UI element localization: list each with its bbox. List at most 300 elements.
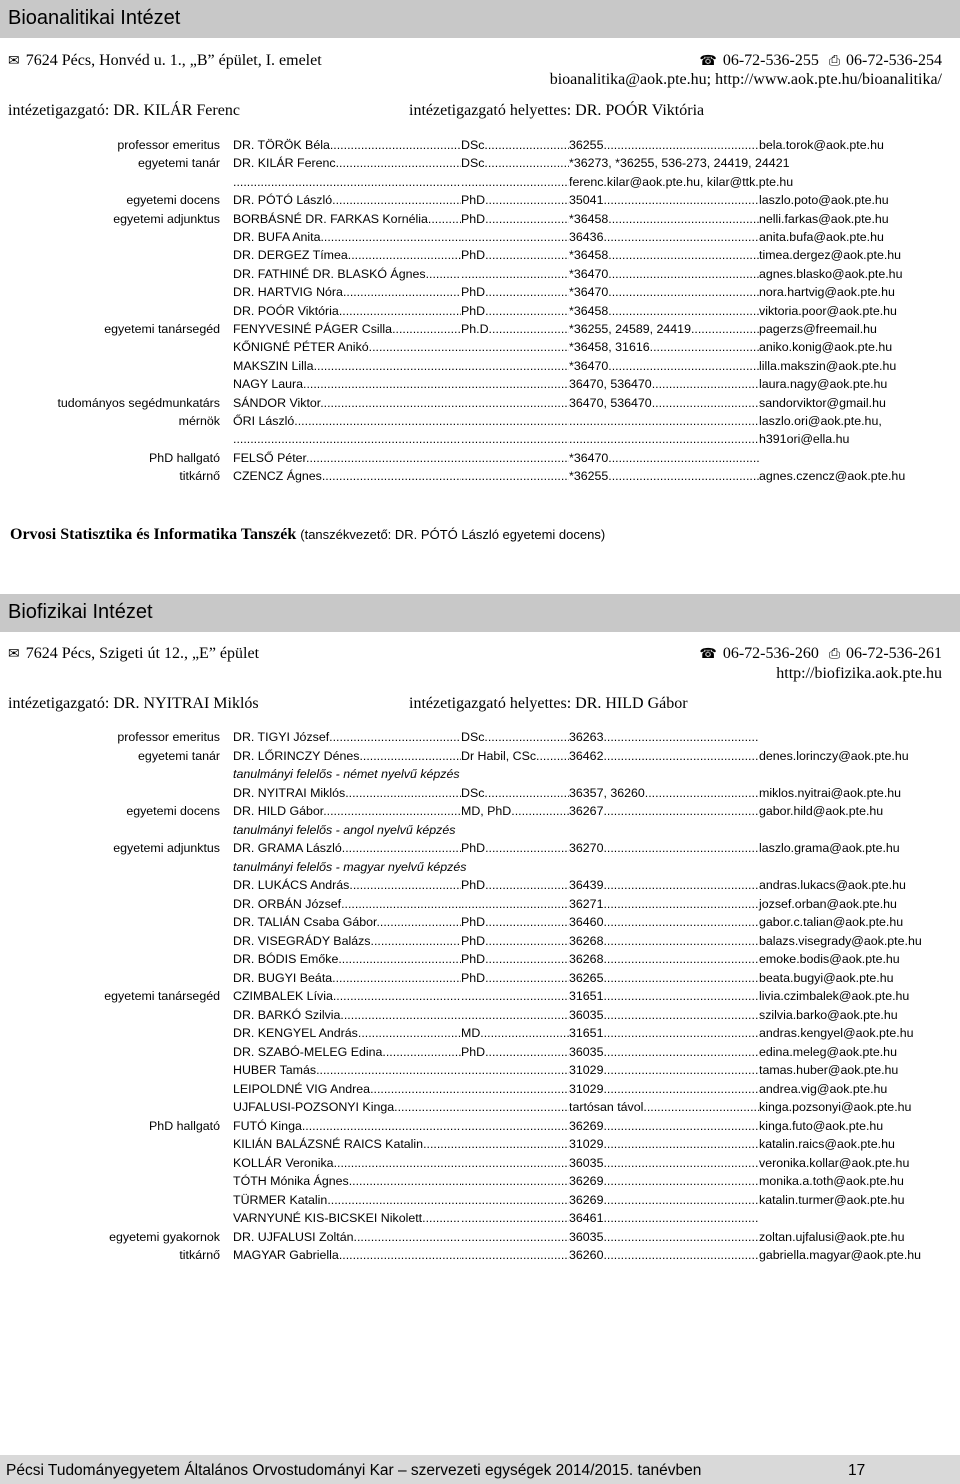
degree	[461, 396, 569, 410]
phone-extension	[569, 304, 759, 318]
email-link[interactable]: monika.a.toth@aok.pte.hu	[759, 1174, 904, 1188]
name-text: DR. LUKÁCS András	[233, 878, 350, 892]
degree	[461, 193, 569, 207]
phone-extension	[569, 1156, 759, 1170]
email-link[interactable]: miklos.nyitrai@aok.pte.hu	[759, 785, 902, 800]
degree-text: DSc	[461, 138, 485, 152]
phone-text: 31029	[569, 1063, 604, 1077]
phone-extension	[569, 1063, 759, 1077]
name-text: LEIPOLDNÉ VIG Andrea	[233, 1081, 371, 1096]
email-link[interactable]: nora.hartvig@aok.pte.hu	[759, 285, 895, 300]
phone-text: 36270	[569, 841, 604, 855]
phone-extension	[569, 1008, 759, 1022]
degree	[461, 230, 569, 244]
staff-name	[233, 267, 461, 281]
phone-extension	[569, 138, 759, 152]
phone-text: tartósan távol	[569, 1100, 644, 1114]
phone-extension	[569, 1193, 759, 1207]
phone-extension	[569, 248, 759, 262]
page-number: 17	[848, 1462, 866, 1479]
name-text: KILIÁN BALÁZSNÉ RAICS Katalin	[233, 1137, 424, 1151]
page-footer	[0, 1455, 960, 1484]
email-link[interactable]: pagerzs@freemail.hu	[759, 322, 877, 336]
phone-extension	[569, 285, 759, 299]
phone-extension	[569, 1248, 759, 1262]
phone-extension	[569, 230, 759, 244]
degree	[461, 1082, 569, 1096]
phone-text: 36470, 536470	[569, 377, 652, 392]
staff-name	[233, 730, 461, 744]
name-text: BORBÁSNÉ DR. FARKAS Kornélia	[233, 211, 428, 226]
phone-text: 36269	[569, 1118, 604, 1133]
staff-name	[233, 897, 461, 911]
degree-text: PhD	[461, 193, 486, 208]
name-text: DR. VISEGRÁDY Balázs	[233, 933, 371, 948]
staff-name	[233, 414, 461, 428]
name-text: DR. GRAMA László	[233, 841, 342, 855]
department-title: Orvosi Statisztika és Informatika Tanszék	[10, 526, 297, 543]
name-text: VARNYUNÉ KIS-BICSKEI Nikolett	[233, 1211, 423, 1225]
staff-name	[233, 377, 461, 391]
name-text: FENYVESINÉ PÁGER Csilla	[233, 322, 393, 336]
phone-extension	[569, 414, 759, 428]
degree-text: DSc	[461, 785, 485, 800]
degree	[461, 156, 569, 170]
phone-text: 36460	[569, 915, 604, 929]
contact-line	[699, 645, 942, 663]
degree	[461, 1008, 569, 1022]
staff-name	[233, 396, 461, 410]
study-coordinator-note: tanulmányi felelős - német nyelvű képzés	[233, 767, 460, 781]
phone-text: 36035	[569, 1229, 604, 1244]
staff-name	[233, 1119, 461, 1133]
degree	[461, 1119, 569, 1133]
degree	[461, 1248, 569, 1262]
role-label: egyetemi adjunktus	[113, 841, 220, 855]
section-title: Bioanalitikai Intézet	[8, 7, 181, 29]
degree	[461, 952, 569, 966]
email-link[interactable]: balazs.visegrady@aok.pte.hu	[759, 933, 922, 948]
phone-extension	[569, 934, 759, 948]
degree	[461, 1137, 569, 1151]
phone-extension	[569, 359, 759, 373]
phone-extension	[569, 193, 759, 207]
email-link[interactable]: katalin.turmer@aok.pte.hu	[759, 1192, 905, 1207]
staff-name	[233, 1026, 461, 1040]
phone-extension	[569, 952, 759, 966]
role-label: egyetemi tanársegéd	[104, 322, 220, 336]
phone-text: 36436	[569, 230, 604, 244]
staff-name	[233, 971, 461, 985]
phone-text: *36273, *36255, 536-273, 24419, 24421	[569, 156, 790, 171]
email-link[interactable]: tamas.huber@aok.pte.hu	[759, 1063, 899, 1077]
phone-text: 36035	[569, 1044, 604, 1059]
name-text: DR. NYITRAI Miklós	[233, 785, 346, 800]
phone-text: *36458	[569, 248, 609, 263]
email-link[interactable]: denes.lorinczy@aok.pte.hu	[759, 748, 909, 763]
phone-extension	[569, 897, 759, 911]
degree-text: PhD	[461, 285, 486, 300]
role-label: titkárnő	[179, 469, 220, 484]
phone-extension	[569, 841, 759, 855]
email-link[interactable]: lilla.makszin@aok.pte.hu	[759, 358, 897, 373]
phone-extension	[569, 1082, 759, 1096]
phone-extension	[569, 451, 759, 465]
staff-name	[233, 952, 461, 966]
director-line: intézetigazgató: DR. NYITRAI Miklós	[8, 695, 259, 712]
phone-icon: ☎	[699, 646, 717, 662]
name-text: DR. HILD Gábor	[233, 804, 324, 818]
phone-number: 06-72-536-255	[722, 52, 819, 69]
phone-text: *36470	[569, 266, 609, 281]
name-text: MAGYAR Gabriella	[233, 1248, 339, 1262]
phone-text: ferenc.kilar@aok.pte.hu, kilar@ttk.pte.hu	[569, 174, 794, 189]
email-link[interactable]: edina.meleg@aok.pte.hu	[759, 1044, 897, 1059]
role-label: egyetemi tanársegéd	[104, 989, 220, 1003]
web-line[interactable]: bioanalitika@aok.pte.hu; http://www.aok.pte.hu/bioanalitika/	[549, 71, 942, 88]
email-link[interactable]: emoke.bodis@aok.pte.hu	[759, 952, 900, 966]
role-label: professor emeritus	[117, 730, 220, 744]
degree-text: PhD	[461, 248, 486, 263]
degree-text: DSc	[461, 730, 485, 744]
phone-text: 36260	[569, 1248, 604, 1262]
degree	[461, 212, 569, 226]
name-text: DR. ORBÁN József	[233, 896, 342, 911]
director-line: intézetigazgató: DR. KILÁR Ferenc	[8, 102, 240, 119]
phone-extension	[569, 804, 759, 818]
staff-name	[233, 934, 461, 948]
phone-extension	[569, 469, 759, 483]
envelope-icon: ✉	[8, 53, 20, 69]
degree	[461, 1156, 569, 1170]
name-text: DR. LŐRINCZY Dénes	[233, 748, 360, 763]
phone-extension	[569, 212, 759, 226]
degree-text: PhD	[461, 915, 486, 929]
phone-extension	[569, 989, 759, 1003]
department-head: (tanszékvezető: DR. PÓTÓ László egyetemi docens)	[300, 527, 606, 542]
degree	[461, 377, 569, 391]
degree	[461, 1063, 569, 1077]
phone-text: 35041	[569, 193, 604, 208]
staff-name	[233, 212, 461, 226]
email-link[interactable]: beata.bugyi@aok.pte.hu	[759, 970, 894, 985]
degree	[461, 786, 569, 800]
phone-text: 36269	[569, 1174, 604, 1188]
name-text: DR. PÓTÓ László	[233, 193, 333, 208]
email-link[interactable]: andrea.vig@aok.pte.hu	[759, 1081, 888, 1096]
staff-name	[233, 322, 461, 336]
staff-name	[233, 432, 461, 446]
department-line	[10, 526, 605, 544]
name-text: DR. KILÁR Ferenc	[233, 156, 336, 171]
name-text: DR. FATHINÉ DR. BLASKÓ Ágnes	[233, 266, 426, 281]
fax-number: 06-72-536-254	[846, 52, 942, 69]
staff-name	[233, 156, 461, 170]
phone-text: 31651	[569, 1026, 604, 1040]
phone-extension	[569, 156, 949, 170]
role-label: egyetemi docens	[126, 804, 220, 818]
name-text: TÜRMER Katalin	[233, 1192, 328, 1207]
email-link[interactable]: gabor.c.talian@aok.pte.hu	[759, 915, 904, 929]
email-link[interactable]: viktoria.poor@aok.pte.hu	[759, 303, 897, 318]
phone-extension	[569, 377, 759, 391]
staff-name	[233, 469, 461, 483]
phone-extension	[569, 267, 759, 281]
degree	[461, 248, 569, 262]
staff-name	[233, 786, 461, 800]
name-text: DR. POÓR Viktória	[233, 303, 339, 318]
degree-text: MD	[461, 1026, 481, 1040]
phone-extension	[569, 915, 759, 929]
phone-text: 36461	[569, 1211, 604, 1225]
degree	[461, 841, 569, 855]
staff-name	[233, 915, 461, 929]
degree	[461, 469, 569, 483]
phone-text: 36462	[569, 748, 604, 763]
email-link[interactable]: kinga.pozsonyi@aok.pte.hu	[759, 1100, 912, 1114]
staff-name	[233, 1248, 461, 1262]
email-link[interactable]: agnes.czencz@aok.pte.hu	[759, 469, 906, 484]
phone-text: 31651	[569, 989, 604, 1003]
fax-number: 06-72-536-261	[846, 645, 942, 662]
staff-name	[233, 1174, 461, 1188]
phone-text: *36470	[569, 285, 609, 300]
email-link[interactable]: gabor.hild@aok.pte.hu	[759, 804, 884, 818]
name-text: FUTÓ Kinga	[233, 1118, 302, 1133]
email-link[interactable]: katalin.raics@aok.pte.hu	[759, 1137, 895, 1151]
contact-line	[699, 52, 942, 70]
staff-name	[233, 340, 461, 354]
degree	[461, 451, 569, 465]
role-label: egyetemi gyakornok	[109, 1229, 220, 1244]
name-text: CZENCZ Ágnes	[233, 469, 322, 484]
email-link[interactable]: agnes.blasko@aok.pte.hu	[759, 266, 903, 281]
degree-text: PhD	[461, 211, 486, 226]
phone-extension	[569, 749, 759, 763]
degree-text: PhD	[461, 303, 486, 318]
phone-extension	[569, 1230, 759, 1244]
section-header-bioanalitika	[0, 0, 960, 38]
phone-extension	[569, 432, 759, 446]
email-link[interactable]: timea.dergez@aok.pte.hu	[759, 248, 902, 263]
phone-text: 36265	[569, 970, 604, 985]
email-link[interactable]: laszlo.poto@aok.pte.hu	[759, 193, 889, 208]
degree-text: PhD	[461, 933, 486, 948]
fax-icon: ⎙	[828, 646, 841, 662]
staff-name	[233, 1156, 461, 1170]
degree-text: Ph.D.	[461, 322, 492, 336]
email-link[interactable]: laszlo.ori@aok.pte.hu,	[759, 414, 882, 428]
email-link[interactable]: livia.czimbalek@aok.pte.hu	[759, 989, 910, 1003]
phone-extension	[569, 1045, 759, 1059]
deputy-line: intézetigazgató helyettes: DR. POÓR Viktória	[409, 102, 705, 119]
deputy-line: intézetigazgató helyettes: DR. HILD Gábor	[409, 695, 688, 712]
role-label: egyetemi tanár	[138, 748, 220, 763]
degree-text: PhD	[461, 970, 486, 985]
email-link[interactable]: gabriella.magyar@aok.pte.hu	[759, 1248, 922, 1262]
name-text: DR. BUGYI Beáta	[233, 970, 333, 985]
name-text: DR. TÖRÖK Béla	[233, 138, 330, 152]
name-text: KOLLÁR Veronika	[233, 1155, 334, 1170]
study-coordinator-note: tanulmányi felelős - angol nyelvű képzés	[233, 822, 456, 837]
degree	[461, 971, 569, 985]
degree-text: PhD	[461, 952, 486, 966]
role-label: egyetemi adjunktus	[113, 211, 220, 226]
name-text: DR. BUFA Anita	[233, 230, 321, 244]
name-text: NAGY Laura	[233, 377, 304, 392]
phone-extension	[569, 1100, 759, 1114]
degree	[461, 897, 569, 911]
email-link[interactable]: zoltan.ujfalusi@aok.pte.hu	[759, 1229, 905, 1244]
phone-text: 36268	[569, 952, 604, 966]
phone-number: 06-72-536-260	[722, 645, 819, 662]
staff-name	[233, 1082, 461, 1096]
email-link[interactable]: bela.torok@aok.pte.hu	[759, 138, 884, 152]
name-text: DR. TIGYI József	[233, 730, 330, 744]
staff-name	[233, 1211, 461, 1225]
degree-text: PhD	[461, 841, 486, 855]
address-line	[8, 645, 259, 663]
phone-text: *36255	[569, 469, 609, 484]
phone-text: 36269	[569, 1192, 604, 1207]
phone-extension	[569, 1137, 759, 1151]
degree	[461, 934, 569, 948]
degree	[461, 1026, 569, 1040]
phone-text: 36035	[569, 1155, 604, 1170]
phone-extension	[569, 175, 949, 189]
study-coordinator-note: tanulmányi felelős - magyar nyelvű képzés	[233, 859, 467, 874]
phone-extension	[569, 1211, 759, 1225]
staff-name	[233, 1008, 461, 1022]
staff-name	[233, 841, 461, 855]
phone-text: *36458	[569, 303, 609, 318]
name-text: DR. DERGEZ Tímea	[233, 248, 348, 263]
name-text: KŐNIGNÉ PÉTER Anikó	[233, 340, 369, 355]
degree	[461, 414, 569, 428]
phone-extension	[569, 1026, 759, 1040]
phone-text: 36470, 536470	[569, 395, 652, 410]
role-label: mérnök	[178, 414, 220, 428]
degree-text: Dr Habil, CSc	[461, 748, 537, 763]
degree-text: PhD	[461, 878, 486, 892]
email-link[interactable]: kinga.futo@aok.pte.hu	[759, 1118, 884, 1133]
staff-name	[233, 359, 461, 373]
degree	[461, 322, 569, 336]
phone-extension	[569, 340, 759, 354]
email-link[interactable]: veronika.kollar@aok.pte.hu	[759, 1155, 910, 1170]
footer-text: Pécsi Tudományegyetem Általános Orvostudományi Kar – szervezeti egységek 2014/2015. tanévben	[6, 1462, 702, 1479]
degree	[461, 1211, 569, 1225]
email-link[interactable]: anita.bufa@aok.pte.hu	[759, 230, 884, 244]
phone-extension	[569, 396, 759, 410]
degree	[461, 749, 569, 763]
degree	[461, 1230, 569, 1244]
address-text: 7624 Pécs, Szigeti út 12., „E” épület	[25, 645, 260, 662]
envelope-icon: ✉	[8, 646, 20, 662]
name-text: SÁNDOR Viktor	[233, 395, 321, 410]
phone-text: *36458	[569, 211, 609, 226]
name-text: HUBER Tamás	[233, 1063, 317, 1077]
staff-name	[233, 285, 461, 299]
staff-name	[233, 451, 461, 465]
staff-name	[233, 138, 461, 152]
name-text: DR. BARKÓ Szilvia	[233, 1007, 341, 1022]
degree	[461, 285, 569, 299]
phone-extension	[569, 1174, 759, 1188]
name-text: DR. KENGYEL András	[233, 1026, 358, 1040]
email-link[interactable]: andras.lukacs@aok.pte.hu	[759, 878, 906, 892]
name-text: DR. SZABÓ-MELEG Edina	[233, 1044, 383, 1059]
role-label: egyetemi tanár	[138, 156, 220, 171]
name-text: DR. HARTVIG Nóra	[233, 285, 343, 300]
role-label: egyetemi docens	[126, 193, 220, 208]
staff-name	[233, 1137, 461, 1151]
email-link[interactable]: andras.kengyel@aok.pte.hu	[759, 1026, 914, 1040]
degree	[461, 1100, 569, 1114]
staff-name	[233, 175, 461, 189]
name-text: DR. BÓDIS Emőke	[233, 952, 339, 966]
phone-extension	[569, 971, 759, 985]
staff-name	[233, 804, 461, 818]
phone-text: 36263	[569, 730, 604, 744]
web-line[interactable]: http://biofizika.aok.pte.hu	[776, 665, 942, 682]
phone-text: 31029	[569, 1137, 604, 1151]
role-label: PhD hallgató	[149, 1118, 220, 1133]
phone-text: *36470	[569, 358, 609, 373]
email-link[interactable]: aniko.konig@aok.pte.hu	[759, 340, 893, 355]
phone-icon: ☎	[699, 53, 717, 69]
role-label: tudományos segédmunkatárs	[57, 395, 220, 410]
staff-name	[233, 304, 461, 318]
phone-text: 31029	[569, 1081, 604, 1096]
phone-text: 36439	[569, 878, 604, 892]
section-title: Biofizikai Intézet	[8, 601, 153, 623]
degree	[461, 1045, 569, 1059]
staff-name	[233, 248, 461, 262]
phone-extension	[569, 878, 759, 892]
phone-text: 36035	[569, 1007, 604, 1022]
degree-text: MD, PhD	[461, 804, 512, 818]
phone-text: *36470	[569, 450, 609, 465]
staff-name	[233, 193, 461, 207]
staff-name	[233, 989, 461, 1003]
phone-extension	[569, 730, 759, 744]
name-text: CZIMBALEK Lívia	[233, 989, 333, 1003]
degree	[461, 432, 569, 446]
email-link[interactable]: laura.nagy@aok.pte.hu	[759, 377, 888, 392]
email-link[interactable]: laszlo.grama@aok.pte.hu	[759, 841, 900, 855]
email-link[interactable]: h391ori@ella.hu	[759, 432, 850, 447]
degree	[461, 359, 569, 373]
degree	[461, 1193, 569, 1207]
phone-text: 36255	[569, 138, 604, 152]
degree	[461, 878, 569, 892]
email-link[interactable]: sandorviktor@gmail.hu	[759, 395, 886, 410]
degree	[461, 340, 569, 354]
phone-text: 36271	[569, 896, 604, 911]
phone-text: 36357, 36260	[569, 785, 645, 800]
email-link[interactable]: nelli.farkas@aok.pte.hu	[759, 211, 889, 226]
degree	[461, 1174, 569, 1188]
fax-icon: ⎙	[828, 53, 841, 69]
section-header-biofizika	[0, 594, 960, 632]
phone-text: *36255, 24589, 24419	[569, 322, 691, 336]
email-link[interactable]: szilvia.barko@aok.pte.hu	[759, 1007, 898, 1022]
email-link[interactable]: jozsef.orban@aok.pte.hu	[759, 896, 897, 911]
phone-extension	[569, 1119, 759, 1133]
phone-extension	[569, 322, 759, 336]
degree	[461, 730, 569, 744]
